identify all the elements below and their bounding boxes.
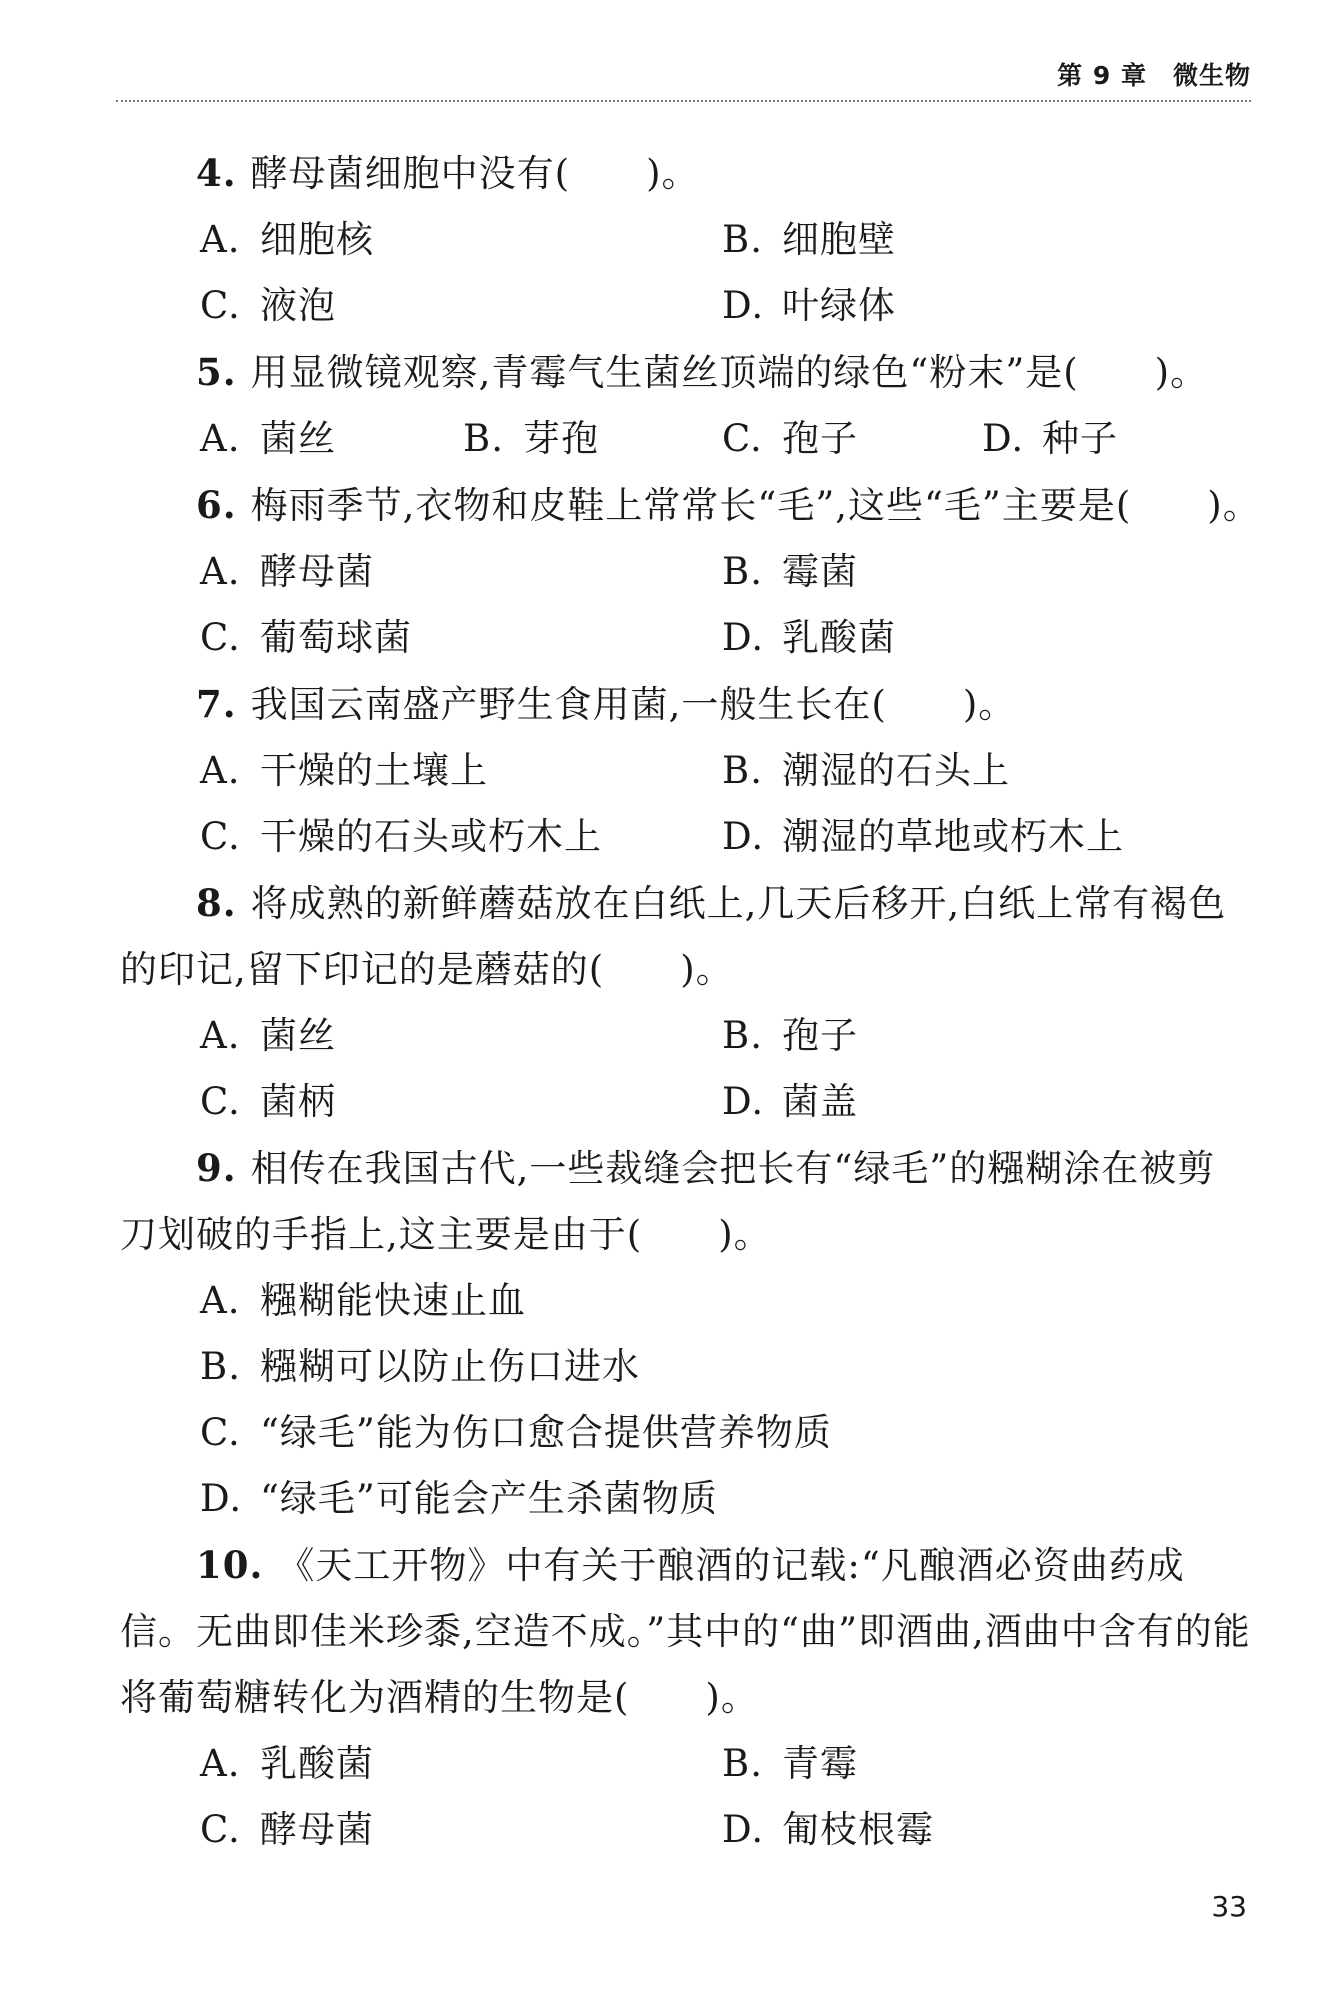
- option-d: [200, 1466, 718, 1532]
- option-text: 细胞核: [260, 218, 374, 261]
- option-text: 酵母菌: [260, 550, 374, 593]
- options-row: [0, 1797, 1339, 1863]
- question-stem: 酵母菌细胞中没有( )。: [250, 152, 700, 195]
- option-letter: D.: [722, 284, 765, 327]
- option-b: [722, 1003, 858, 1069]
- option-c: [200, 1797, 374, 1863]
- option-letter: A.: [200, 1279, 241, 1322]
- option-letter: B.: [722, 218, 763, 261]
- option-c: [200, 1069, 336, 1135]
- question-number: 5.: [196, 350, 237, 394]
- option-letter: C.: [200, 815, 241, 858]
- option-d: [722, 605, 896, 671]
- options-row: [0, 273, 1339, 339]
- question-7: [0, 671, 1339, 738]
- option-letter: C.: [200, 1080, 241, 1123]
- question-stem: 用显微镜观察,青霉气生菌丝顶端的绿色“粉末”是( )。: [250, 351, 1209, 394]
- option-d: [722, 1797, 934, 1863]
- option-text: “绿毛”可能会产生杀菌物质: [260, 1477, 718, 1520]
- option-text: 酵母菌: [260, 1808, 374, 1851]
- option-b: [722, 539, 858, 605]
- option-text: 乳酸菌: [260, 1742, 374, 1785]
- chapter-title: 微生物: [1172, 61, 1251, 90]
- option-letter: A.: [200, 218, 241, 261]
- chapter-label: 第 9 章: [1057, 61, 1147, 90]
- question-number: 10.: [196, 1543, 264, 1587]
- option-d: [982, 406, 1118, 472]
- options-row: [0, 1334, 1339, 1400]
- option-text: 葡萄球菌: [260, 616, 412, 659]
- option-a: [200, 207, 374, 273]
- question-5: [0, 339, 1339, 406]
- option-text: 菌柄: [260, 1080, 336, 1123]
- option-text: 细胞壁: [782, 218, 896, 261]
- option-text: 霉菌: [782, 550, 858, 593]
- options-row: [0, 539, 1339, 605]
- options-row: [0, 1069, 1339, 1135]
- option-text: 潮湿的石头上: [782, 749, 1010, 792]
- option-text: 乳酸菌: [782, 616, 896, 659]
- option-text: 潮湿的草地或朽木上: [782, 815, 1124, 858]
- option-letter: D.: [982, 417, 1025, 460]
- question-stem: 相传在我国古代,一些裁缝会把长有“绿毛”的糨糊涂在被剪刀划破的手指上,这主要是由于( )。: [120, 1147, 1216, 1256]
- options-row: [0, 1003, 1339, 1069]
- option-d: [722, 804, 1124, 870]
- options-row: [0, 207, 1339, 273]
- option-b: [463, 406, 599, 472]
- option-text: “绿毛”能为伤口愈合提供营养物质: [260, 1411, 832, 1454]
- option-text: 青霉: [782, 1742, 858, 1785]
- option-c: [200, 273, 336, 339]
- option-letter: D.: [722, 1080, 765, 1123]
- question-stem: 梅雨季节,衣物和皮鞋上常常长“毛”,这些“毛”主要是( )。: [250, 484, 1261, 527]
- question-number: 4.: [196, 151, 237, 195]
- option-letter: B.: [200, 1345, 241, 1388]
- option-text: 液泡: [260, 284, 336, 327]
- option-c: [200, 605, 412, 671]
- options-row: [0, 406, 1339, 472]
- options-row: [0, 804, 1339, 870]
- option-b: [722, 207, 896, 273]
- option-letter: D.: [722, 815, 765, 858]
- page-number: 33: [1211, 1890, 1247, 1923]
- option-letter: A.: [200, 417, 241, 460]
- question-9: [0, 1135, 1339, 1268]
- option-b: [200, 1334, 640, 1400]
- option-b: [722, 1731, 858, 1797]
- options-row: [0, 1268, 1339, 1334]
- option-c: [200, 1400, 832, 1466]
- options-row: [0, 605, 1339, 671]
- option-letter: B.: [722, 550, 763, 593]
- option-text: 芽孢: [523, 417, 599, 460]
- options-row: [0, 1466, 1339, 1532]
- option-text: 菌丝: [260, 417, 336, 460]
- option-d: [722, 1069, 858, 1135]
- option-letter: A.: [200, 1742, 241, 1785]
- option-a: [200, 539, 374, 605]
- question-8: [0, 870, 1339, 1003]
- question-number: 9.: [196, 1146, 237, 1190]
- option-a: [200, 1003, 336, 1069]
- option-letter: D.: [200, 1477, 243, 1520]
- option-text: 菌丝: [260, 1014, 336, 1057]
- question-6: [0, 472, 1339, 539]
- option-text: 糨糊可以防止伤口进水: [260, 1345, 640, 1388]
- question-10: [0, 1532, 1339, 1731]
- question-list: [0, 140, 1339, 1863]
- options-row: [0, 738, 1339, 804]
- option-letter: B.: [463, 417, 504, 460]
- option-a: [200, 1731, 374, 1797]
- option-text: 糨糊能快速止血: [260, 1279, 526, 1322]
- option-letter: B.: [722, 1742, 763, 1785]
- options-row: [0, 1731, 1339, 1797]
- question-stem: 将成熟的新鲜蘑菇放在白纸上,几天后移开,白纸上常有褐色的印记,留下印记的是蘑菇的( )。: [120, 882, 1227, 991]
- option-letter: B.: [722, 1014, 763, 1057]
- question-stem: 我国云南盛产野生食用菌,一般生长在( )。: [250, 683, 1017, 726]
- option-letter: A.: [200, 550, 241, 593]
- option-text: 匍枝根霉: [782, 1808, 934, 1851]
- option-letter: C.: [200, 1411, 241, 1454]
- option-d: [722, 273, 896, 339]
- header-dotted-rule: [116, 100, 1251, 102]
- option-letter: C.: [200, 616, 241, 659]
- option-a: [200, 1268, 526, 1334]
- question-number: 7.: [196, 682, 237, 726]
- running-header: [1057, 56, 1251, 92]
- option-text: 种子: [1042, 417, 1118, 460]
- option-b: [722, 738, 1010, 804]
- option-text: 孢子: [782, 417, 858, 460]
- option-text: 孢子: [782, 1014, 858, 1057]
- option-letter: C.: [200, 1808, 241, 1851]
- option-letter: D.: [722, 1808, 765, 1851]
- option-letter: D.: [722, 616, 765, 659]
- option-a: [200, 406, 336, 472]
- option-c: [722, 406, 858, 472]
- option-text: 干燥的土壤上: [260, 749, 488, 792]
- option-a: [200, 738, 488, 804]
- question-number: 8.: [196, 881, 237, 925]
- option-text: 干燥的石头或朽木上: [260, 815, 602, 858]
- option-text: 菌盖: [782, 1080, 858, 1123]
- question-number: 6.: [196, 483, 237, 527]
- question-stem: 《天工开物》中有关于酿酒的记载:“凡酿酒必资曲药成信。无曲即佳米珍黍,空造不成。”其中的“曲”即酒曲,酒曲中含有的能将葡萄糖转化为酒精的生物是( )。: [120, 1544, 1251, 1719]
- option-c: [200, 804, 602, 870]
- option-letter: A.: [200, 1014, 241, 1057]
- options-row: [0, 1400, 1339, 1466]
- option-letter: C.: [200, 284, 241, 327]
- option-letter: A.: [200, 749, 241, 792]
- option-letter: B.: [722, 749, 763, 792]
- option-letter: C.: [722, 417, 763, 460]
- question-4: [0, 140, 1339, 207]
- option-text: 叶绿体: [782, 284, 896, 327]
